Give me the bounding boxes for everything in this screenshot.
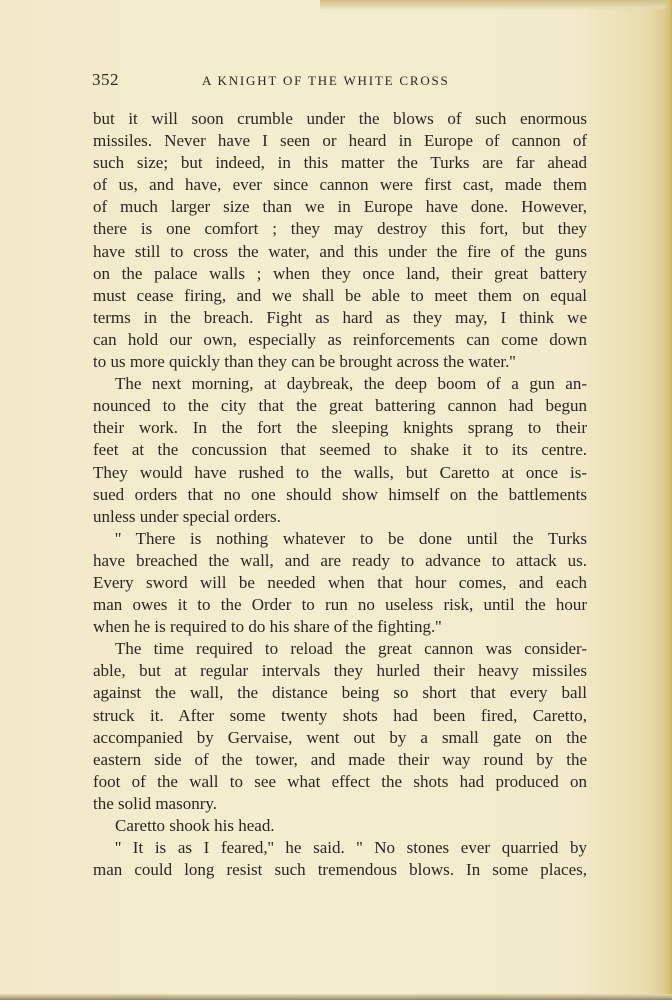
text-line: have breached the wall, and are ready to advance to attack us. [93, 550, 587, 570]
text-line: to us more quickly than they can be brought across the water.'' [93, 352, 516, 372]
text-line: '' It is as I feared,'' he said. '' No stones ever quarried by [115, 838, 587, 858]
text-line: nounced to the city that the great battering cannon had begun [93, 396, 587, 416]
text-line: have still to cross the water, and this under the fire of the guns [93, 241, 587, 261]
text-line: Caretto shook his head. [115, 816, 275, 835]
text-line: must cease firing, and we shall be able to meet them on equal [93, 285, 587, 305]
text-line: their work. In the fort the sleeping knights sprang to their [93, 418, 587, 438]
text-line: when he is required to do his share of the fighting.'' [93, 617, 442, 637]
text-line: Every sword will be needed when that hour comes, and each [93, 572, 587, 592]
text-line: on the palace walls ; when they once land, their great battery [93, 263, 587, 283]
page-top-edge [320, 0, 672, 10]
text-line: terms in the breach. Fight as hard as they may, I think we [93, 307, 587, 327]
text-line: missiles. Never have I seen or heard in Europe of cannon of [93, 131, 587, 151]
text-line: able, but at regular intervals they hurled their heavy missiles [93, 661, 587, 681]
text-line: The time required to reload the great cannon was consider- [115, 639, 587, 659]
text-line: of much larger size than we in Europe have done. However, [93, 197, 587, 217]
body-text [93, 108, 587, 881]
text-line: foot of the wall to see what effect the shots had produced on [93, 771, 587, 791]
text-line: accompanied by Gervaise, went out by a small gate on the [93, 727, 587, 747]
page-header [92, 70, 588, 92]
text-line: sued orders that no one should show himself on the battlements [93, 484, 587, 504]
page-number: 352 [92, 70, 119, 89]
text-line: against the wall, the distance being so short that every ball [93, 683, 587, 703]
running-title: A KNIGHT OF THE WHITE CROSS [202, 73, 450, 88]
text-line: man owes it to the Order to run no useless risk, until the hour [93, 595, 587, 615]
text-line: such size; but indeed, in this matter the Turks are far ahead [93, 153, 587, 173]
text-line: there is one comfort ; they may destroy this fort, but they [93, 219, 587, 239]
page-right-edge [664, 0, 672, 1000]
text-line: of us, and have, ever since cannon were first cast, made them [93, 175, 587, 195]
text-line: They would have rushed to the walls, but Caretto at once is- [93, 462, 587, 482]
text-line: '' There is nothing whatever to be done until the Turks [115, 528, 587, 548]
text-line: eastern side of the tower, and made their way round by the [93, 749, 587, 769]
text-line: feet at the concussion that seemed to shake it to its centre. [93, 440, 587, 460]
text-line: struck it. After some twenty shots had been fired, Caretto, [93, 705, 587, 725]
text-line: but it will soon crumble under the blows of such enormous [93, 109, 587, 128]
text-line: man could long resist such tremendous blows. In some places, [93, 860, 587, 880]
text-line: the solid masonry. [93, 793, 218, 813]
text-line: unless under special orders. [93, 506, 281, 526]
text-line: can hold our own, especially as reinforcements can come down [93, 329, 587, 349]
page-bottom-edge [0, 994, 672, 1000]
text-line: The next morning, at daybreak, the deep boom of a gun an- [115, 374, 587, 394]
